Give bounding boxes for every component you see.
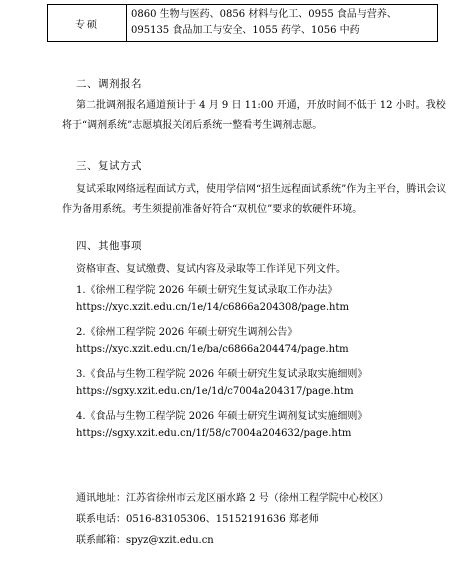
doc-item-link[interactable]: https://xyc.xzit.edu.cn/1e/ba/c6866a204474/page.htm — [76, 344, 349, 355]
majors-cell: 0860 生物与医药、0856 材料与化工、0955 食品与营养、095135 食品加工与安全、1055 药学、1056 中药 — [127, 5, 438, 42]
doc-item-title: 4.《食品与生物工程学院 2026 年硕士研究生调剂复试实施细则》 — [76, 411, 368, 422]
contact-address: 通讯地址：江苏省徐州市云龙区丽水路 2 号（徐州工程学院中心校区） — [76, 493, 389, 504]
doc-item-title: 2.《徐州工程学院 2026 年硕士研究生调剂公告》 — [76, 327, 298, 338]
major-table — [47, 4, 438, 42]
doc-item-link[interactable]: https://xyc.xzit.edu.cn/1e/14/c6866a204308/page.htm — [76, 302, 349, 313]
contact-email: 联系邮箱：spyz@xzit.edu.cn — [76, 535, 214, 546]
section-heading-other: 四、其他事项 — [76, 240, 142, 252]
doc-item-title: 3.《食品与生物工程学院 2026 年硕士研究生复试录取实施细则》 — [76, 369, 368, 380]
doc-item-link[interactable]: https://sgxy.xzit.edu.cn/1f/58/c7004a204632/page.htm — [76, 428, 352, 439]
other-intro: 资格审查、复试缴费、复试内容及录取等工作详见下列文件。 — [76, 264, 346, 275]
adjustment-paragraph: 第二批调剂报名通道预计于 4 月 9 日 11:00 开通，开放时间不低于 12 小时。我校将于“调剂系统”志愿填报关闭后系统一整看考生调剂志愿。 — [62, 100, 446, 131]
table-row — [48, 5, 438, 42]
section-heading-adjustment: 二、调剂报名 — [76, 78, 142, 90]
doc-item-title: 1.《徐州工程学院 2026 年硕士研究生复试录取工作办法》 — [76, 285, 338, 296]
doc-item-link[interactable]: https://sgxy.xzit.edu.cn/1e/1d/c7004a204317/page.htm — [76, 386, 354, 397]
retest-paragraph: 复试采取网络远程面试方式，使用学信网“招生远程面试系统”作为主平台，腾讯会议作为备用系统。考生须提前准备好符合“双机位”要求的软硬件环境。 — [62, 184, 447, 215]
degree-type-cell: 专硕 — [48, 5, 127, 42]
contact-phone: 联系电话：0516-83105306、15152191636 郑老师 — [76, 514, 319, 525]
section-heading-retest: 三、复试方式 — [76, 160, 142, 172]
